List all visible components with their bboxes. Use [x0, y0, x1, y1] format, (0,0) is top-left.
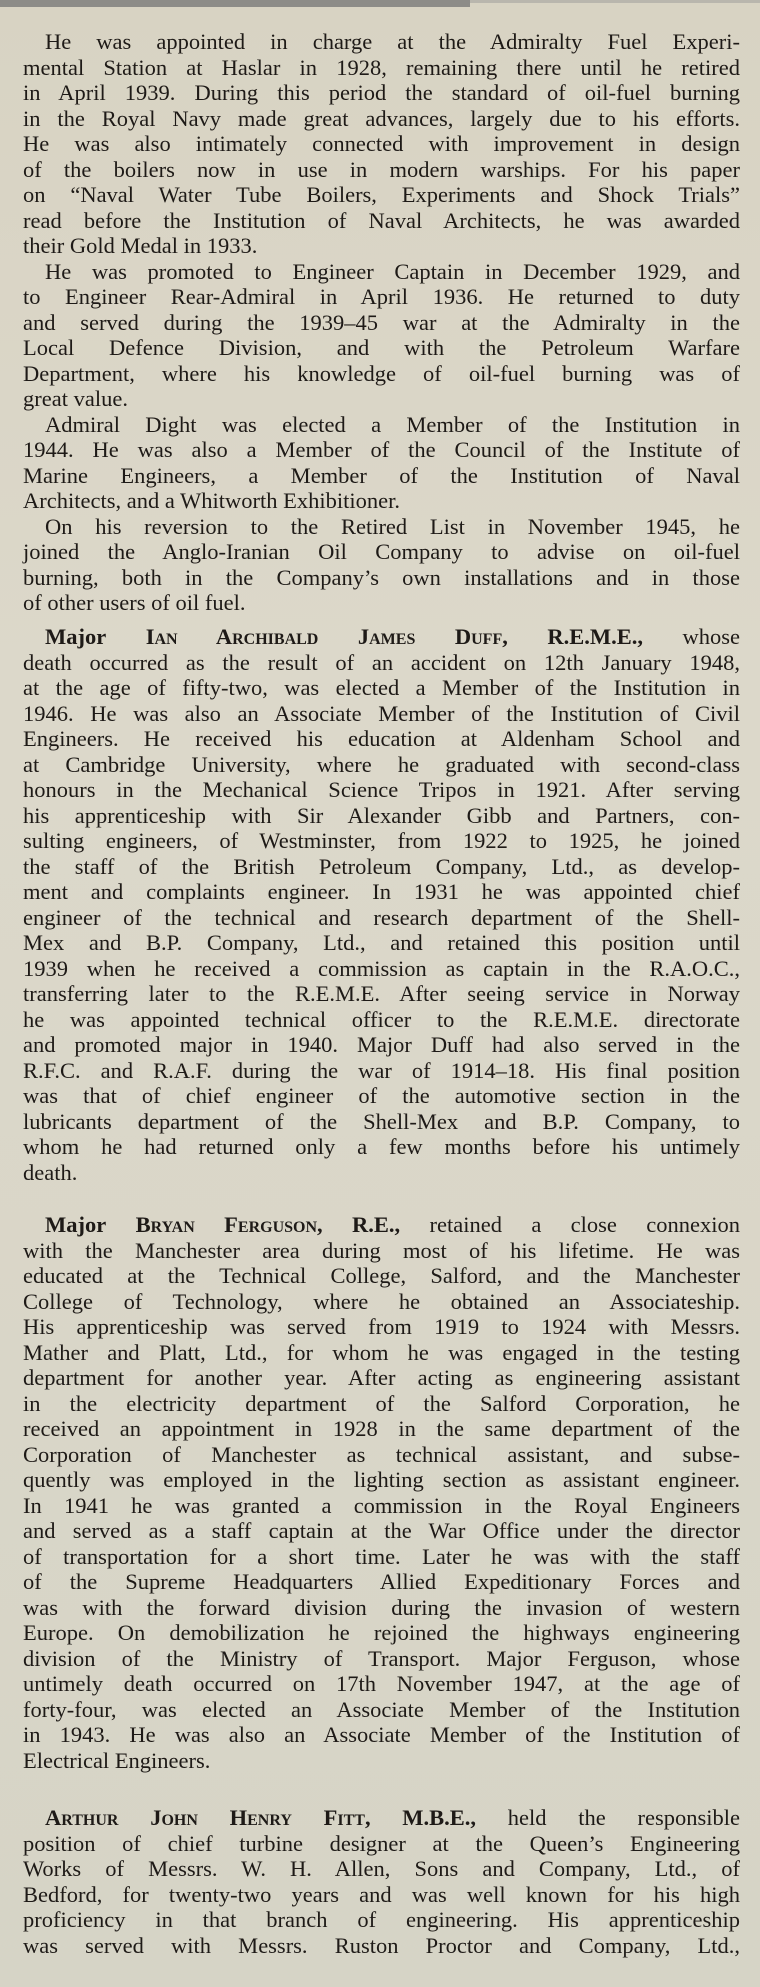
text-line: On his reversion to the Retired List in November 1945, he	[45, 513, 740, 539]
text-line: on “Naval Water Tube Boilers, Experiments and Shock Trials”	[23, 182, 740, 207]
text-line: Works of Messrs. W. H. Allen, Sons and Company, Ltd., of	[23, 1856, 740, 1881]
text-line: was served with Messrs. Ruston Proctor and Company, Ltd.,	[23, 1932, 740, 1958]
text-line: their Gold Medal in 1933.	[23, 233, 258, 258]
text-line: Engineers. He received his education at Aldenham School and	[23, 726, 740, 751]
text-line: Admiral Dight was elected a Member of the Institution in	[45, 411, 740, 437]
text-line: 1939 when he received a commission as captain in the R.A.O.C.,	[23, 955, 740, 981]
text-line: quently was employed in the lighting section as assistant engineer.	[23, 1467, 740, 1492]
text-line: with the Manchester area during most of his lifetime. He was	[23, 1237, 740, 1263]
heading-line	[23, 1805, 740, 1831]
text-line: was with the forward division during the invasion of western	[23, 1594, 740, 1620]
text-line: His apprenticeship was served from 1919 to 1924 with Messrs.	[23, 1314, 740, 1339]
text-line: Corporation of Manchester as technical assistant, and subse-	[23, 1441, 740, 1467]
text-line: great value.	[23, 386, 128, 411]
text-line: Mather and Platt, Ltd., for whom he was engaged in the testing	[23, 1339, 740, 1365]
heading-line	[23, 1212, 740, 1238]
text-line: honours in the Mechanical Science Tripos in 1921. After serving	[23, 777, 740, 802]
text-line: at Cambridge University, where he graduated with second-class	[23, 751, 740, 777]
text-line: and served during the 1939–45 war at the Admiralty in the	[23, 309, 740, 335]
person-name: Bryan Ferguson	[135, 1212, 318, 1237]
text-line: division of the Ministry of Transport. Major Ferguson, whose	[23, 1645, 740, 1671]
text-run: retained a close connexion	[400, 1212, 740, 1237]
text-line: position of chief turbine designer at the Queen’s Engineering	[23, 1830, 740, 1856]
text-line: Electrical Engineers.	[23, 1747, 211, 1773]
text-line: in April 1939. During this period the standard of oil-fuel burning	[23, 80, 740, 105]
text-line: sulting engineers, of Westminster, from 1922 to 1925, he joined	[23, 828, 740, 853]
text-line: burning, both in the Company’s own installations and in those	[23, 564, 740, 590]
scan-edge-shadow	[0, 0, 470, 7]
person-name: Ian Archibald James Duff	[145, 624, 503, 649]
text-line: was that of chief engineer of the automotive section in the	[23, 1083, 740, 1108]
text-line: Marine Engineers, a Member of the Institution of Naval	[23, 462, 740, 488]
text-line: lubricants department of the Shell-Mex and B.P. Company, to	[23, 1108, 740, 1134]
text-line: R.F.C. and R.A.F. during the war of 1914–18. His final position	[23, 1057, 740, 1083]
honours: , M.B.E.,	[364, 1805, 477, 1830]
rank: Major	[45, 1212, 107, 1237]
text-line: whom he had returned only a few months before his untimely	[23, 1134, 740, 1159]
text-run: whose	[642, 624, 740, 649]
text-line: death.	[23, 1159, 78, 1185]
text-line: In 1941 he was granted a commission in the Royal Engineers	[23, 1492, 740, 1518]
text-line: 1944. He was also a Member of the Council of the Institute of	[23, 437, 740, 462]
person-name: Arthur John Henry Fitt	[45, 1805, 365, 1830]
text-line: and served as a staff captain at the War Office under the director	[23, 1518, 740, 1543]
text-line: Europe. On demobilization he rejoined the highways engineering	[23, 1620, 740, 1645]
honours: , R.E.M.E.,	[502, 624, 643, 649]
text-line: educated at the Technical College, Salford, and the Manchester	[23, 1263, 740, 1288]
text-line: read before the Institution of Naval Architects, he was awarded	[23, 207, 740, 233]
text-line: untimely death occurred on 17th November 1947, at the age of	[23, 1671, 740, 1696]
text-line: of transportation for a short time. Later he was with the staff	[23, 1543, 740, 1569]
obituary-ferguson	[23, 1212, 740, 1773]
scan-edge-shadow	[470, 0, 760, 3]
text-line: Architects, and a Whitworth Exhibitioner.	[23, 488, 400, 513]
text-line: in the Royal Navy made great advances, largely due to his efforts.	[23, 105, 740, 131]
text-line: in the electricity department of the Salford Corporation, he	[23, 1390, 740, 1416]
text-line: received an appointment in 1928 in the same department of the	[23, 1416, 740, 1441]
honours: , R.E.,	[317, 1212, 401, 1237]
rank: Major	[45, 624, 107, 649]
text-line: Bedford, for twenty-two years and was well known for his high	[23, 1881, 740, 1907]
text-line: of other users of oil fuel.	[23, 590, 246, 615]
text-line: the staff of the British Petroleum Company, Ltd., as develop-	[23, 853, 740, 879]
text-run: held the responsible	[476, 1805, 740, 1830]
text-line: 1946. He was also an Associate Member of the Institution of Civil	[23, 700, 740, 726]
text-line: his apprenticeship with Sir Alexander Gibb and Partners, con-	[23, 802, 740, 828]
text-line: death occurred as the result of an accident on 12th January 1948,	[23, 649, 740, 675]
text-line: transferring later to the R.E.M.E. After seeing service in Norway	[23, 981, 740, 1006]
text-line: of the Supreme Headquarters Allied Expeditionary Forces and	[23, 1569, 740, 1594]
text-line: Local Defence Division, and with the Petroleum Warfare	[23, 335, 740, 360]
text-line: He was appointed in charge at the Admiralty Fuel Experi-	[45, 29, 740, 54]
text-line: forty-four, was elected an Associate Member of the Institution	[23, 1696, 740, 1722]
text-line: mental Station at Haslar in 1928, remaining there until he retired	[23, 54, 740, 80]
text-line: ment and complaints engineer. In 1931 he was appointed chief	[23, 879, 740, 904]
obituary-duff	[23, 624, 740, 1185]
text-line: He was promoted to Engineer Captain in December 1929, and	[45, 258, 740, 284]
text-line: Department, where his knowledge of oil-fuel burning was of	[23, 360, 740, 386]
text-line: at the age of fifty-two, was elected a Member of the Institution in	[23, 675, 740, 700]
obituary-continued-dight	[23, 29, 740, 616]
text-line: joined the Anglo-Iranian Oil Company to advise on oil-fuel	[23, 539, 740, 564]
text-line: department for another year. After acting as engineering assistant	[23, 1365, 740, 1390]
text-line: College of Technology, where he obtained an Associateship.	[23, 1288, 740, 1314]
text-line: he was appointed technical officer to the R.E.M.E. directorate	[23, 1006, 740, 1032]
text-line: in 1943. He was also an Associate Member of the Institution of	[23, 1722, 740, 1747]
text-line: and promoted major in 1940. Major Duff had also served in the	[23, 1032, 740, 1057]
text-line: proficiency in that branch of engineering. His apprenticeship	[23, 1907, 740, 1932]
text-line: engineer of the technical and research department of the Shell-	[23, 904, 740, 930]
heading-line	[23, 624, 740, 650]
obituary-fitt	[23, 1805, 740, 1958]
text-line: He was also intimately connected with improvement in design	[23, 131, 740, 156]
text-line: Mex and B.P. Company, Ltd., and retained this position until	[23, 930, 740, 955]
text-line: of the boilers now in use in modern warships. For his paper	[23, 156, 740, 182]
text-line: to Engineer Rear-Admiral in April 1936. He returned to duty	[23, 284, 740, 309]
